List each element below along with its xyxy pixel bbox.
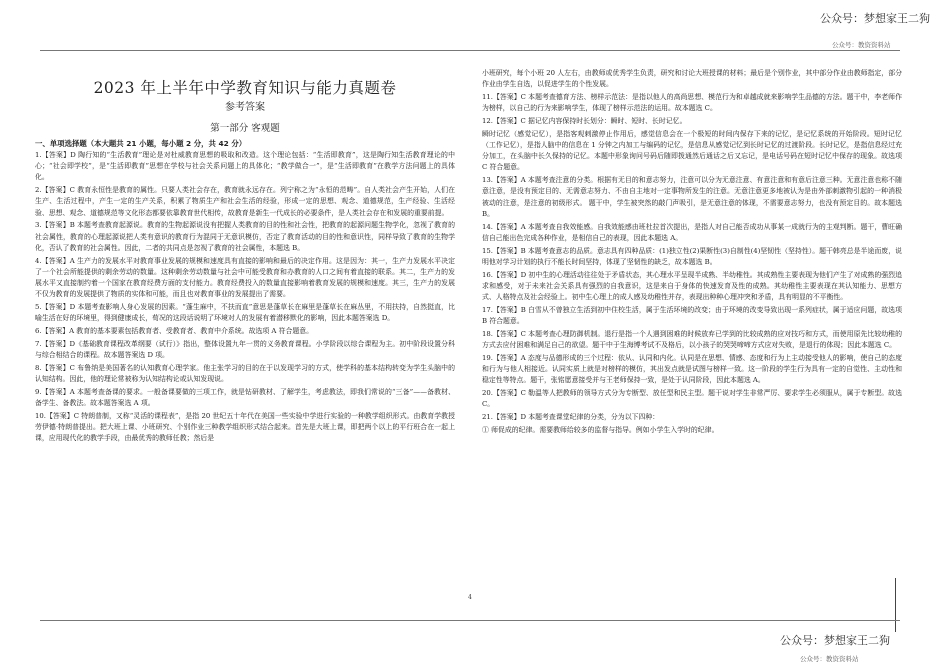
watermark-bottom-main: 公众号：梦想家王二狗 xyxy=(780,634,890,647)
answer-paragraph: 19.【答案】A 态度与品德形成的三个过程：依从、认同和内化。认同是在思想、情感、态度和行为上主动接受他人的影响，使自己的态度和行为与他人相接近。认同实质上就是对榜样的模仿，其出发点就是试图与榜样一致。这一阶段的学生行为具有一定的自觉性、主动性和稳定性等特点。题干，张铭愿意接受并与王老师保持一致，是处于认同阶段，因此本题选 A。 xyxy=(482,353,902,385)
answer-paragraph: 6.【答案】A 教育的基本要素包括教育者、受教育者、教育中介系统。故选项 A 符合题意。 xyxy=(35,327,314,336)
watermark-top-main: 公众号：梦想家王二狗 xyxy=(820,12,930,25)
left-column xyxy=(35,64,455,446)
section-heading: 一、单项选择题（本大题共 21 小题，每小题 2 分，共 42 分） xyxy=(35,139,247,148)
answer-paragraph: 7.【答案】D《基础教育课程改革纲要（试行）》指出，整体设置九年一贯的义务教育课程。小学阶段以综合课程为主。初中阶段设置分科与综合相结合的课程。故本题答案选 D 项。 xyxy=(35,339,455,360)
answer-paragraph: 13.【答案】A 本题考查注意的分类。根据有无目的和意志努力，注意可以分为无意注意、有意注意和有意后注意三种。无意注意也称不随意注意，是没有预定目的、无需意志努力、不由自主地对一定事物所发生的注意。无意注意更多地被认为是由外部刺激物引起的一种消极被动的注意，是注意的初级形式。 题干中，学生被突然的敲门声吸引，是无意注意的体现，不需要意志努力，也没有预定目的。故本题选 B。 xyxy=(482,176,902,218)
page-title: 2023 年上半年中学教育知识与能力真题卷 xyxy=(93,79,397,97)
answer-paragraph: 9.【答案】A 本题考查备课的要求。一般备课要做的三项工作，就是钻研教材、了解学生，考虑教法，即我们常说的“三备”——备教材、备学生、备教法。故本题答案选 A 项。 xyxy=(35,387,455,408)
page-subtitle: 参考答案 xyxy=(225,102,265,113)
answer-paragraph: 3.【答案】B 本题考查教育起源说。教育的生物起源说没有把握人类教育的目的性和社会性，把教育的起源问题生物学化，忽视了教育的社会属性，教育的心理起源说把人类有意识的教育行为混同于无意识模仿，否定了教育活动的目的性和意识性，同样导致了教育的生物学化，否认了教育的社会属性。因此，二者的共同点是忽视了教育的社会属性，本题选 B。 xyxy=(35,221,455,252)
answer-paragraph: 1.【答案】D 陶行知的“生活教育”理论是对杜威教育思想的吸取和改造。这个理论包括：“生活即教育”，这是陶行知生活教育理论的中心；“社会即学校”，是“生活即教育”思想在学校与社会关系问题上的具体化；“教学做合一”，是“生活即教育”在教学方法问题上的具体化。 xyxy=(35,151,455,182)
answer-paragraph: 4.【答案】A 生产力的发展水平对教育事业发展的规模和速度具有直接的影响和最后的决定作用。这是因为：其一，生产力发展水平决定了一个社会所能提供的剩余劳动的数量。这种剩余劳动数量与社会中可能受教育和办教育的人口之间有着直接的联系。其二，生产力的发展水平又直接制约着一个国家在教育经费方面的支付能力。教育经费投入的数量直接影响着教育发展的规模和速度。其三，生产力的发展不仅为教育的发展提供了物质的实体和可能，而且也对教育事业的发展提出了需要。 xyxy=(35,256,455,299)
right-column xyxy=(482,68,902,438)
page-number: 4 xyxy=(468,594,472,601)
watermark-bottom-sub: 公众号：教资资料站 xyxy=(800,655,859,663)
answer-paragraph: 小班研究，每个小班 20 人左右，由教师或优秀学生负责，研究和讨论大班授课的材料；最后是个别作业，其中部分作业由教师指定，部分作业由学生自选，以促进学生的个性发展。 xyxy=(482,69,902,89)
footer-rule xyxy=(40,620,900,621)
answer-paragraph: 瞬时记忆（感觉记忆），是指客观刺激停止作用后，感觉信息会在一个极短的时间内保存下来的记忆，是记忆系统的开始阶段。短时记忆（工作记忆），是指人脑中的信息在 1 分钟之内加工与编码的记忆，是信息从感觉记忆到长时记忆的过渡阶段。长时记忆，是指信息经过充分加工，在头脑中长久保持的记忆。本题中形象询问号码后随即拨通然后通话之后又忘记，是电话号码在短时记忆中保存的现象。故选项 C 符合题意。 xyxy=(482,129,902,172)
answer-paragraph: 17.【答案】B 白雪从不曾独立生活到初中住校生活，属于生活环境的改变；由于环境的改变导致出现一系列症状，属于适应问题，故选项 B 符合题意。 xyxy=(482,305,902,326)
answer-paragraph: 20.【答案】C 勒温等人把教师的领导方式分为专断型、放任型和民主型。题干说对学生非常严厉、要求学生必须服从，属于专断型。故选 C。 xyxy=(482,389,902,409)
footer-vertical-rule xyxy=(895,578,896,632)
answer-paragraph: 8.【答案】C 布鲁纳是美国著名的认知教育心理学家。他主张学习的目的在于以发现学习的方式，使学科的基本结构转变为学生头脑中的认知结构。因此，他的理论常被称为认知结构论或认知发现说。 xyxy=(35,363,455,384)
answer-paragraph: 15.【答案】B 本题考查意志的品质。意志具有四种品质：(1)独立性(2)果断性(3)自制性(4)坚韧性（坚持性）。题干韩亮总是半途而废，说明他对学习计划的执行不能长时间坚持，体现了坚韧性的缺乏，故本题选 B。 xyxy=(482,246,902,266)
answer-paragraph: 5.【答案】D 本题考查影响人身心发展的因素。“蓬生麻中，不扶而直”意思是蓬草长在麻里是蓬草长在麻丛里，不用扶持，自然挺直，比喻生活在好的环境里，得到健康成长，荀况的这段话说明了环境对人的发展有着潜移默化的影响，因此本题答案选 D。 xyxy=(35,303,455,323)
answer-paragraph: 2.【答案】C 教育永恒性是教育的属性。只要人类社会存在，教育就永远存在。列宁称之为“永恒的范畴”。自人类社会产生开始，人们在生产、生活过程中，产生一定的生产关系，积累了物质生产和社会生活的经验，形成一定的思想、观念、道德规范，生产经验、生活经验、思想、观念、道德规范等文化形态都要依靠教育世代相传，故教育是新生一代成长的必要条件，是人类社会存在和发展的重要前提。 xyxy=(35,186,455,217)
watermark-top xyxy=(820,10,940,49)
watermark-bottom xyxy=(780,632,890,663)
answer-paragraph: 10.【答案】C 特朗普制，又称“灵活的课程表”，是指 20 世纪五十年代在美国一些实验中学进行实验的一种教学组织形式。由教育学教授劳伊德·特朗普提出。把大班上课、小班研究、个别作业三种教学组织形式结合起来。首先是大班上课，即把两个以上的平行班合在一起上课，应用现代化的教学手段，由最优秀的教师任教；然后是 xyxy=(35,411,455,443)
header-rule xyxy=(40,50,900,51)
part-heading: 第一部分 客观题 xyxy=(210,123,280,134)
answer-paragraph: 14.【答案】A 本题考查自我效能感。自我效能感由班杜拉首次提出，是指人对自己能否成功从事某一成就行为的主观判断。题干，曹旺确信自己能出色完成各种作业，是相信自己的表现，因此本题选 A。 xyxy=(482,222,902,242)
answer-paragraph: 12.【答案】C 据记忆内容保持时长划分：瞬时、短时、长时记忆。 xyxy=(482,117,687,125)
answer-paragraph: 16.【答案】D 初中生的心理活动往往处于矛盾状态，其心理水平呈现半成熟、半幼稚性。其成熟性主要表现为他们产生了对成熟的强烈追求和感受，对于未来社会关系具有强烈的自我意识，这是来自于身体的快速发育及性的成熟。其幼稚性主要表现在其认知能力、思想方式、人格特点及社会经验上。初中生心理上的成人感及幼稚性并存，表现出种种心理冲突和矛盾，具有明显的不平衡性。 xyxy=(482,270,902,302)
answer-paragraph: 11.【答案】C 本题考查德育方法、榜样示范法：是指以他人的高尚思想、模范行为和卓越成就来影响学生品德的方法。题干中，李老师作为榜样，以自己的行为来影响学生，体现了榜样示范法的运用。故本题选 C。 xyxy=(482,93,902,113)
answer-paragraph: 21.【答案】D 本题考查课堂纪律的分类，分为以下四种： xyxy=(482,413,660,422)
answer-paragraph: 18.【答案】C 本题考查心理防御机制。退行是指一个人遇到困难的时候放弃已学到的比较成熟的应对技巧和方式，而使用原先比较幼稚的方式去应付困难和满足自己的欲望。题干中于生海博考试不及格后，以小孩子的哭哭啼啼方式应对失败，是退行的体现；因此本题选 C。 xyxy=(482,329,902,350)
watermark-top-sub: 公众号：教资资料站 xyxy=(832,41,891,49)
answer-paragraph: ① 师促成的纪律。需要教师给较多的监督与指导。例如小学生入学时的纪律。 xyxy=(482,425,719,434)
